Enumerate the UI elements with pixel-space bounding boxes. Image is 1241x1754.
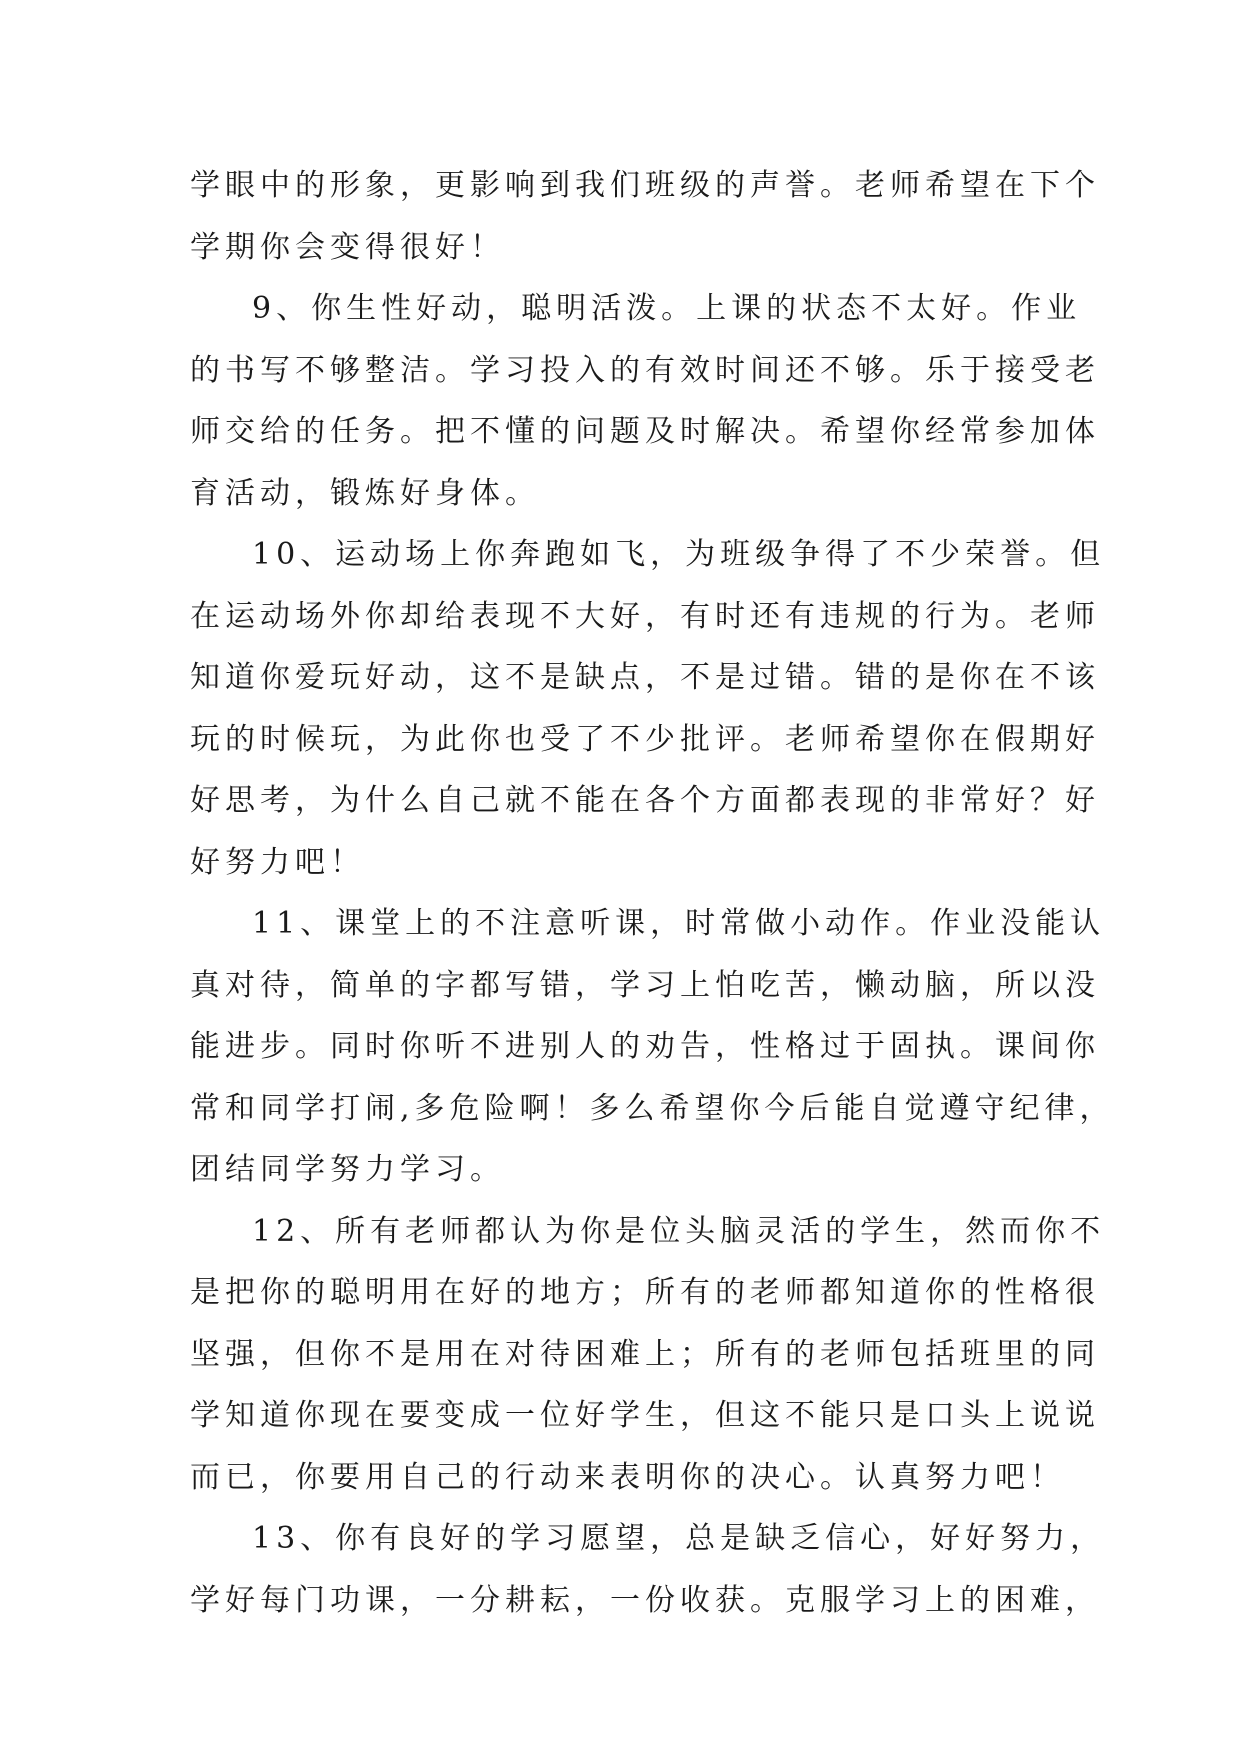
- text-line: 是把你的聪明用在好的地方；所有的老师都知道你的性格很: [190, 1275, 1100, 1310]
- text-line: 能进步。同时你听不进别人的劝告，性格过于固执。课间你: [190, 1029, 1100, 1064]
- text-line: 在运动场外你却给表现不大好，有时还有违规的行为。老师: [190, 598, 1100, 634]
- text-line: 而已，你要用自己的行动来表明你的决心。认真努力吧！: [190, 1459, 1065, 1495]
- text-line: 常和同学打闹,多危险啊！多么希望你今后能自觉遵守纪律，: [190, 1090, 1115, 1126]
- text-line: 师交给的任务。把不懂的问题及时解决。希望你经常参加体: [190, 414, 1100, 449]
- document-body: [190, 155, 1115, 1631]
- text-line: 好思考，为什么自己就不能在各个方面都表现的非常好？好: [190, 783, 1100, 818]
- text-line: 团结同学努力学习。: [190, 1152, 505, 1187]
- paragraph-10-start: 10、运动场上你奔跑如飞，为班级争得了不少荣誉。但: [252, 537, 1106, 572]
- paragraph-12-start: 12、所有老师都认为你是位头脑灵活的学生，然而你不: [252, 1213, 1106, 1249]
- text-line: 学期你会变得很好！: [190, 229, 505, 265]
- paragraph-9-start: 9、你生性好动，聪明活泼。上课的状态不太好。作业: [252, 291, 1082, 326]
- text-line: 学知道你现在要变成一位好学生，但这不能只是口头上说说: [190, 1398, 1100, 1433]
- text-line: 玩的时候玩，为此你也受了不少批评。老师希望你在假期好: [190, 721, 1100, 757]
- text-line: 真对待，简单的字都写错，学习上怕吃苦，懒动脑，所以没: [190, 967, 1100, 1003]
- text-line: 育活动，锻炼好身体。: [190, 475, 540, 511]
- paragraph-13-start: 13、你有良好的学习愿望，总是缺乏信心，好好努力，: [252, 1521, 1106, 1556]
- paragraph-11-start: 11、课堂上的不注意听课，时常做小动作。作业没能认: [252, 906, 1106, 941]
- text-line: 知道你爱玩好动，这不是缺点，不是过错。错的是你在不该: [190, 660, 1100, 695]
- text-line: 好努力吧！: [190, 844, 365, 880]
- text-line: 学眼中的形象，更影响到我们班级的声誉。老师希望在下个: [190, 168, 1100, 203]
- text-line: 坚强，但你不是用在对待困难上；所有的老师包括班里的同: [190, 1336, 1100, 1372]
- text-line: 学好每门功课，一分耕耘，一份收获。克服学习上的困难，: [190, 1582, 1100, 1618]
- text-line: 的书写不够整洁。学习投入的有效时间还不够。乐于接受老: [190, 352, 1100, 388]
